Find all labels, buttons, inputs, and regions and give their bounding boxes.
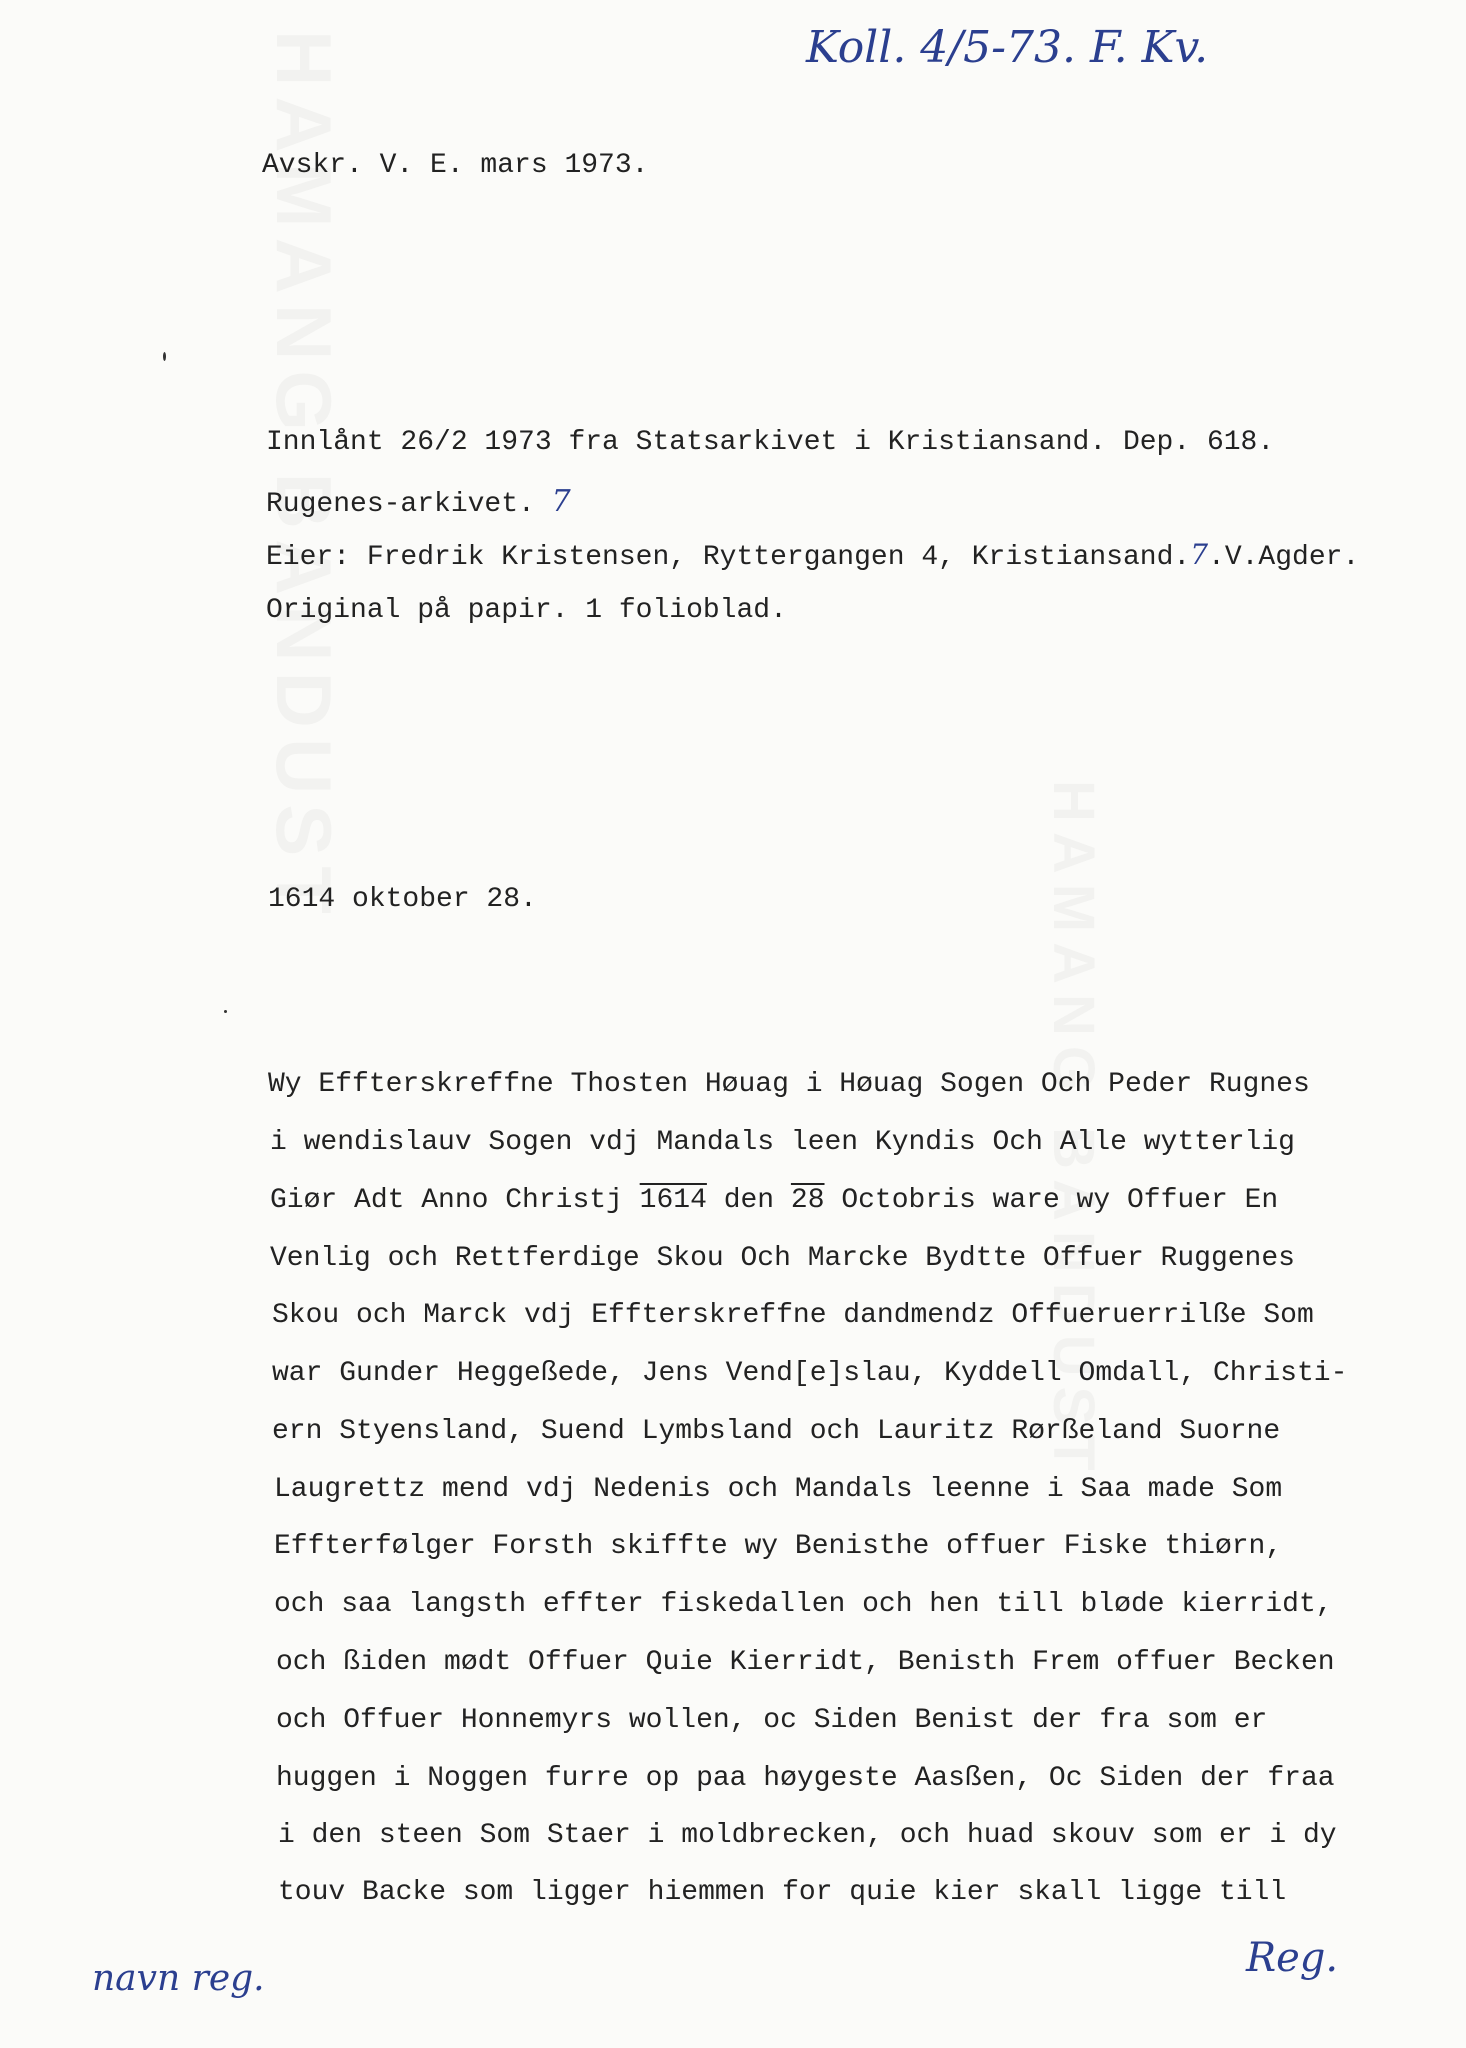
source-line-1: Innlånt 26/2 1973 fra Statsarkivet i Kristiansand. Dep. 618. <box>266 427 1275 458</box>
body-line-15: touv Backe som ligger hiemmen for quie kier skall ligge till <box>278 1877 1287 1908</box>
source-line-3: Eier: Fredrik Kristensen, Ryttergangen 4, Kristiansand.7.V.Agder. <box>266 538 1360 573</box>
ink-speck <box>163 352 166 361</box>
body-line-11: och ßiden mødt Offuer Quie Kierridt, Benisth Frem offuer Becken <box>276 1647 1335 1678</box>
body-line-7: ern Styensland, Suend Lymbsland och Lauritz Rørßeland Suorne <box>272 1416 1281 1447</box>
body-line-13: huggen i Noggen furre op paa høygeste Aasßen, Oc Siden der fraa <box>276 1763 1335 1794</box>
day-overlined: 28 <box>790 1185 825 1216</box>
body-line-12: och Offuer Honnemyrs wollen, oc Siden Benist der fra som er <box>276 1705 1268 1736</box>
body-line-5: Skou och Marck vdj Effterskreffne dandmendz Offueruerrilße Som <box>272 1300 1314 1331</box>
handwritten-correction: 7 <box>551 484 571 519</box>
source-line-4: Original på papir. 1 folioblad. <box>266 595 787 626</box>
body-line-6: war Gunder Heggeßede, Jens Vend[e]slau, Kyddell Omdall, Christi- <box>272 1358 1348 1389</box>
body-line-3: Giør Adt Anno Christj 1614 den 28 Octobris ware wy Offuer En <box>270 1185 1279 1216</box>
handwritten-footer-left: navn reg. <box>92 1958 265 1999</box>
ink-speck <box>224 1010 227 1013</box>
archive-name: Rugenes-arkivet. <box>266 489 535 520</box>
body-line-14: i den steen Som Staer i moldbrecken, och huad skouv som er i dy <box>278 1820 1337 1851</box>
body-line-10: och saa langsth effter fiskedallen och hen till bløde kierridt, <box>274 1589 1333 1620</box>
body-line-4: Venlig och Rettferdige Skou Och Marcke Bydtte Offuer Ruggenes <box>270 1243 1295 1274</box>
source-line-2 <box>266 484 571 520</box>
document-date: 1614 oktober 28. <box>268 884 537 915</box>
year-overlined: 1614 <box>639 1185 707 1216</box>
body-line-8: Laugrettz mend vdj Nedenis och Mandals leenne i Saa made Som <box>274 1474 1283 1505</box>
transcript-note: Avskr. V. E. mars 1973. <box>262 150 649 181</box>
body-line-1: Wy Effterskreffne Thosten Høuag i Høuag Sogen Och Peder Rugnes <box>268 1069 1310 1100</box>
handwritten-footer-right: Reg. <box>1246 1935 1339 1981</box>
handwritten-header-note: Koll. 4/5-73. F. Kv. <box>806 22 1209 73</box>
body-line-9: Effterfølger Forsth skiffte wy Benisthe offuer Fiske thiørn, <box>274 1531 1283 1562</box>
body-line-2: i wendislauv Sogen vdj Mandals leen Kyndis Och Alle wytterlig <box>270 1127 1295 1158</box>
handwritten-correction: 7 <box>1190 538 1209 571</box>
